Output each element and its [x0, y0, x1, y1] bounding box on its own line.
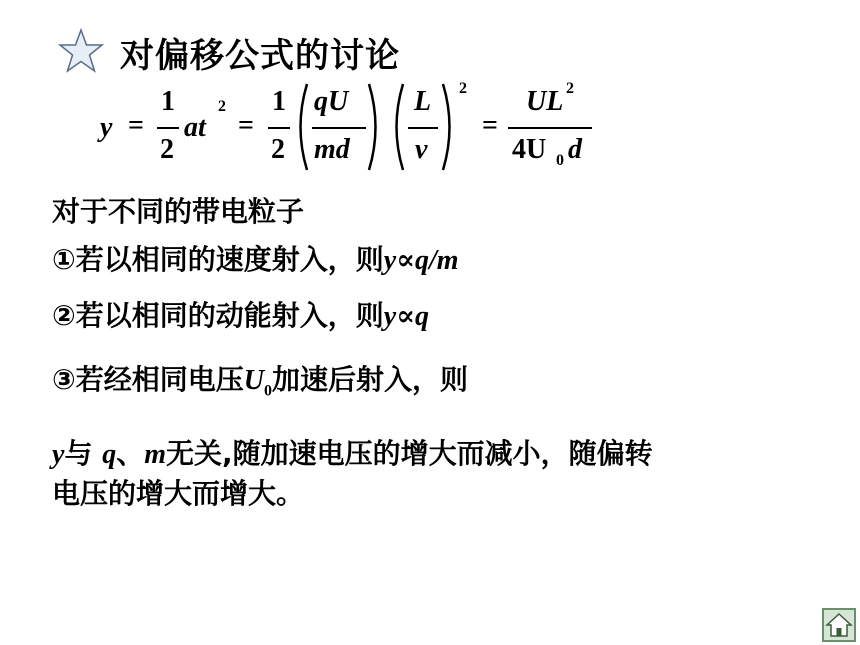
page-title: 对偏移公式的讨论	[120, 36, 400, 76]
home-button[interactable]	[822, 608, 856, 642]
concl-q: q	[102, 439, 117, 470]
frac5-den-d: d	[568, 134, 582, 165]
frac1-bar	[157, 127, 179, 129]
paren-open-1	[292, 82, 310, 172]
frac5-num-sup: 2	[566, 80, 574, 97]
home-icon	[824, 610, 854, 640]
concl-text-2: 、	[116, 437, 145, 470]
case2-line	[52, 294, 429, 334]
frac4-bar	[408, 127, 438, 129]
paren-open-2	[388, 82, 406, 172]
frac3-bar	[312, 127, 366, 129]
paren-close-2	[440, 82, 458, 172]
frac3-den: md	[314, 134, 350, 165]
case3-u: U	[243, 365, 264, 396]
conclusion-line-1	[52, 432, 653, 472]
case2-math: y∝q	[383, 301, 429, 332]
frac2-bar	[268, 127, 290, 129]
frac4-num: L	[414, 86, 432, 117]
star-icon	[58, 28, 104, 74]
paren-close-1	[366, 82, 384, 172]
case3-text-a: ③若经相同电压	[52, 363, 244, 396]
case1-text: ①若以相同的速度射入，则	[52, 243, 384, 276]
case2-text: ②若以相同的动能射入，则	[52, 299, 384, 332]
frac1-num: 1	[161, 86, 175, 117]
frac4-den: v	[415, 134, 428, 165]
concl-y: y	[52, 439, 65, 470]
concl-text-1: 与	[64, 437, 103, 470]
frac5-den-sub: 0	[556, 152, 564, 169]
frac5-bar	[508, 127, 592, 129]
formula-paren-sup: 2	[459, 80, 467, 97]
formula-eq2: =	[238, 110, 254, 141]
frac1-den: 2	[160, 134, 174, 165]
case3-u-sub: 0	[263, 382, 272, 400]
case1-line	[52, 238, 459, 278]
deflection-formula	[0, 80, 860, 180]
formula-eq3: =	[482, 110, 498, 141]
intro-line: 对于不同的带电粒子	[52, 195, 305, 228]
conclusion-line-2: 电压的增大而增大。	[52, 477, 305, 510]
frac2-num: 1	[272, 86, 286, 117]
formula-y: y	[100, 112, 113, 143]
concl-m: m	[144, 439, 166, 470]
formula-at-sup: 2	[218, 98, 226, 115]
formula-eq1: =	[128, 110, 144, 141]
frac5-den-4u-text: 4U	[512, 134, 547, 165]
frac2-den: 2	[271, 134, 285, 165]
case1-math: y∝q/m	[383, 245, 459, 276]
frac5-den-4U	[512, 134, 546, 166]
case3-line	[52, 358, 468, 401]
frac3-num: qU	[314, 86, 349, 117]
concl-text-3: 无关,随加速电压的增大而减小，随偏转	[165, 437, 653, 470]
case3-text-b: 加速后射入，则	[271, 363, 468, 396]
formula-at: at	[184, 112, 206, 143]
frac5-num: UL	[526, 86, 564, 117]
